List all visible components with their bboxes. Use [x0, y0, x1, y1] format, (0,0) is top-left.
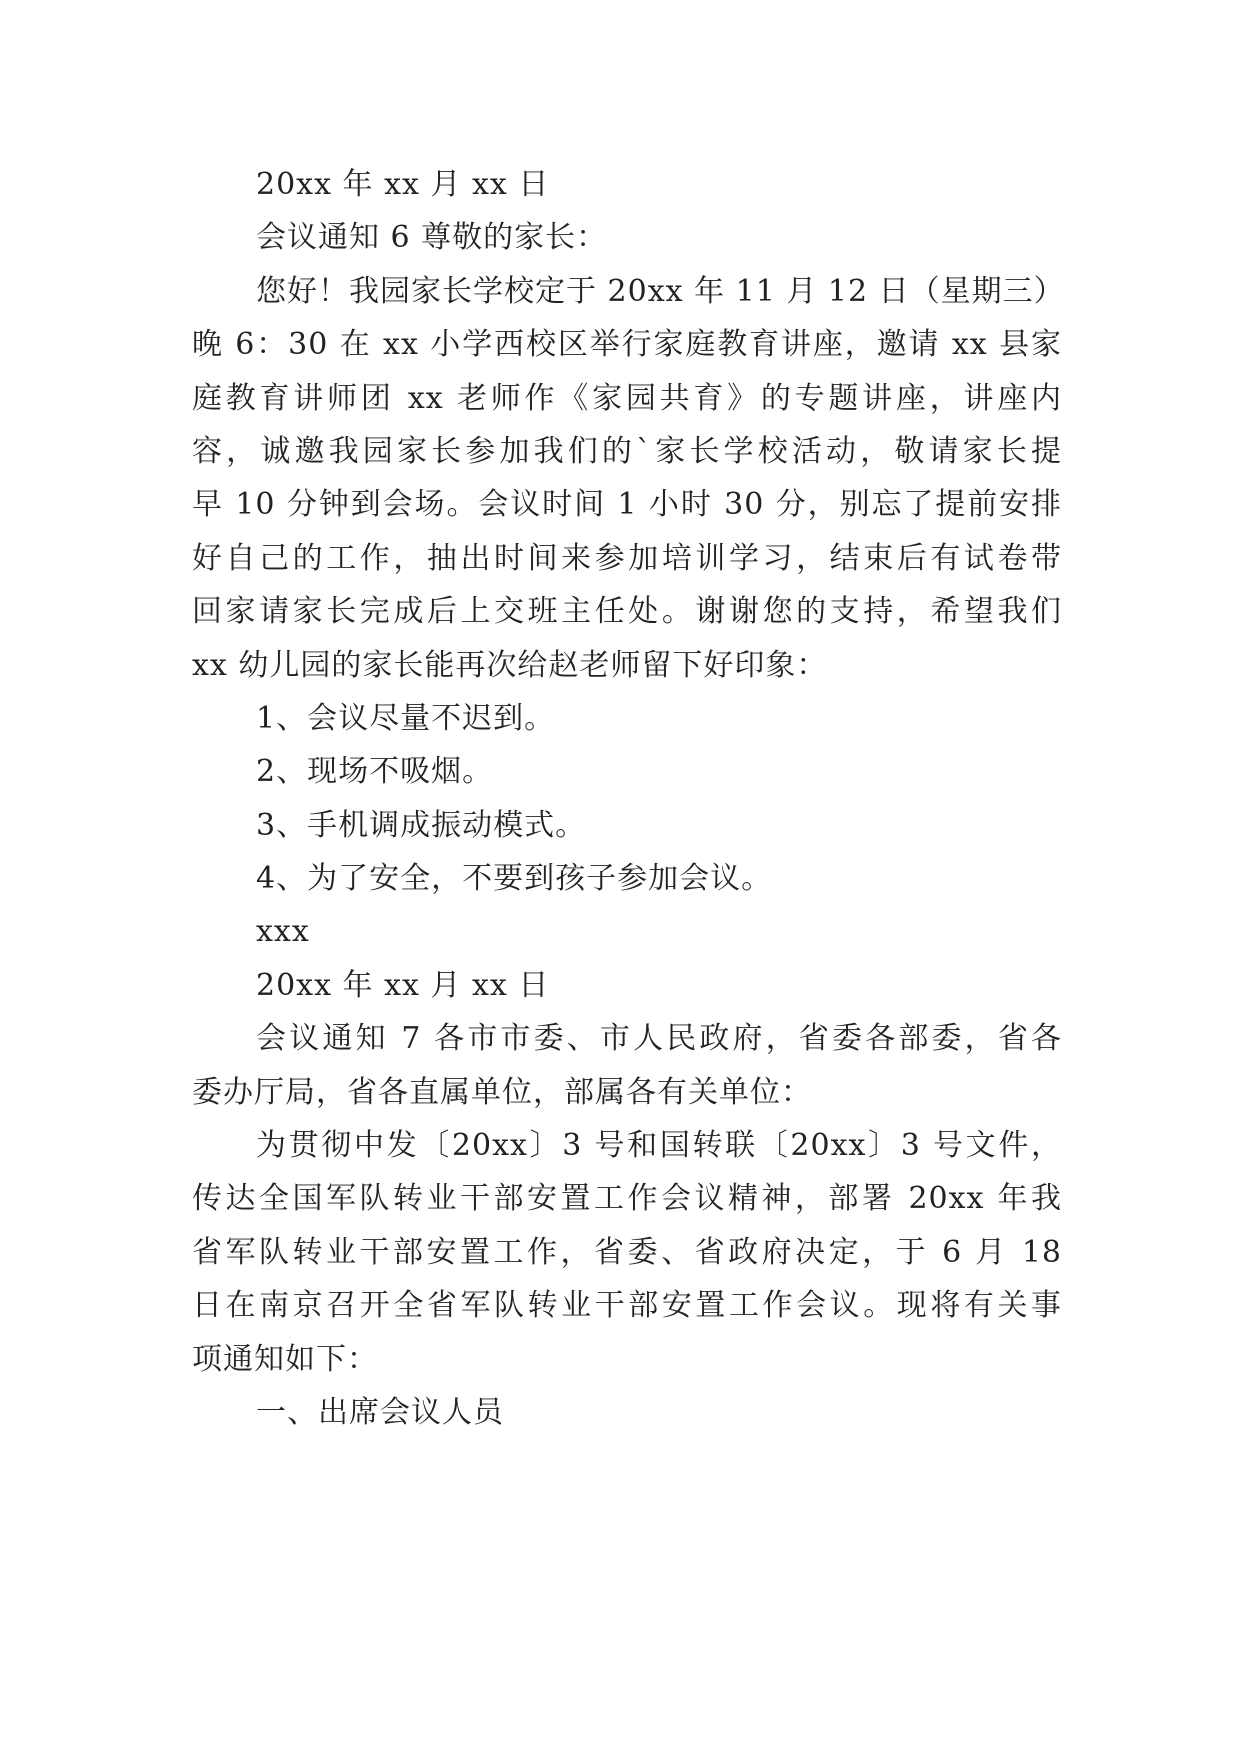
- paragraph-line: 庭教育讲师团 xx 老师作《家园共育》的专题讲座，讲座内: [192, 380, 1062, 416]
- paragraph-line: 省军队转业干部安置工作，省委、省政府决定，于 6 月 18: [192, 1234, 1062, 1270]
- paragraph-line: 早 10 分钟到会场。会议时间 1 小时 30 分，别忘了提前安排: [192, 487, 1062, 523]
- paragraph-line: 容，诚邀我园家长参加我们的`家长学校活动，敬请家长提: [192, 433, 1062, 469]
- paragraph-line: 您好！我园家长学校定于 20xx 年 11 月 12 日（星期三）: [256, 273, 1065, 309]
- paragraph-line: 传达全国军队转业干部安置工作会议精神，部署 20xx 年我: [192, 1181, 1062, 1217]
- list-item: 4、为了安全，不要到孩子参加会议。: [256, 861, 773, 897]
- list-item: 3、手机调成振动模式。: [256, 807, 587, 843]
- date-line: 20xx 年 xx 月 xx 日: [256, 967, 550, 1003]
- paragraph-line: 项通知如下：: [192, 1341, 378, 1377]
- list-item: 2、现场不吸烟。: [256, 754, 494, 790]
- paragraph-line: 日在南京召开全省军队转业干部安置工作会议。现将有关事: [192, 1288, 1062, 1324]
- paragraph-line: 好自己的工作，抽出时间来参加培训学习，结束后有试卷带: [192, 540, 1062, 576]
- notice-heading: 会议通知 6 尊敬的家长：: [256, 220, 608, 256]
- paragraph-line: 回家请家长完成后上交班主任处。谢谢您的支持，希望我们: [192, 594, 1062, 630]
- signature-line: xxx: [256, 914, 310, 950]
- section-heading: 一、出席会议人员: [256, 1394, 504, 1430]
- document-body: [192, 158, 1065, 1439]
- paragraph-line: xx 幼儿园的家长能再次给赵老师留下好印象：: [192, 647, 828, 683]
- paragraph-line: 为贯彻中发〔20xx〕3 号和国转联〔20xx〕3 号文件，: [256, 1128, 1062, 1164]
- paragraph-line: 委办厅局，省各直属单位，部属各有关单位：: [192, 1074, 812, 1110]
- notice-heading: 会议通知 7 各市市委、市人民政府，省委各部委，省各: [256, 1021, 1062, 1057]
- paragraph-line: 晚 6：30 在 xx 小学西校区举行家庭教育讲座，邀请 xx 县家: [192, 327, 1062, 363]
- list-item: 1、会议尽量不迟到。: [256, 700, 556, 736]
- date-line: 20xx 年 xx 月 xx 日: [256, 167, 550, 202]
